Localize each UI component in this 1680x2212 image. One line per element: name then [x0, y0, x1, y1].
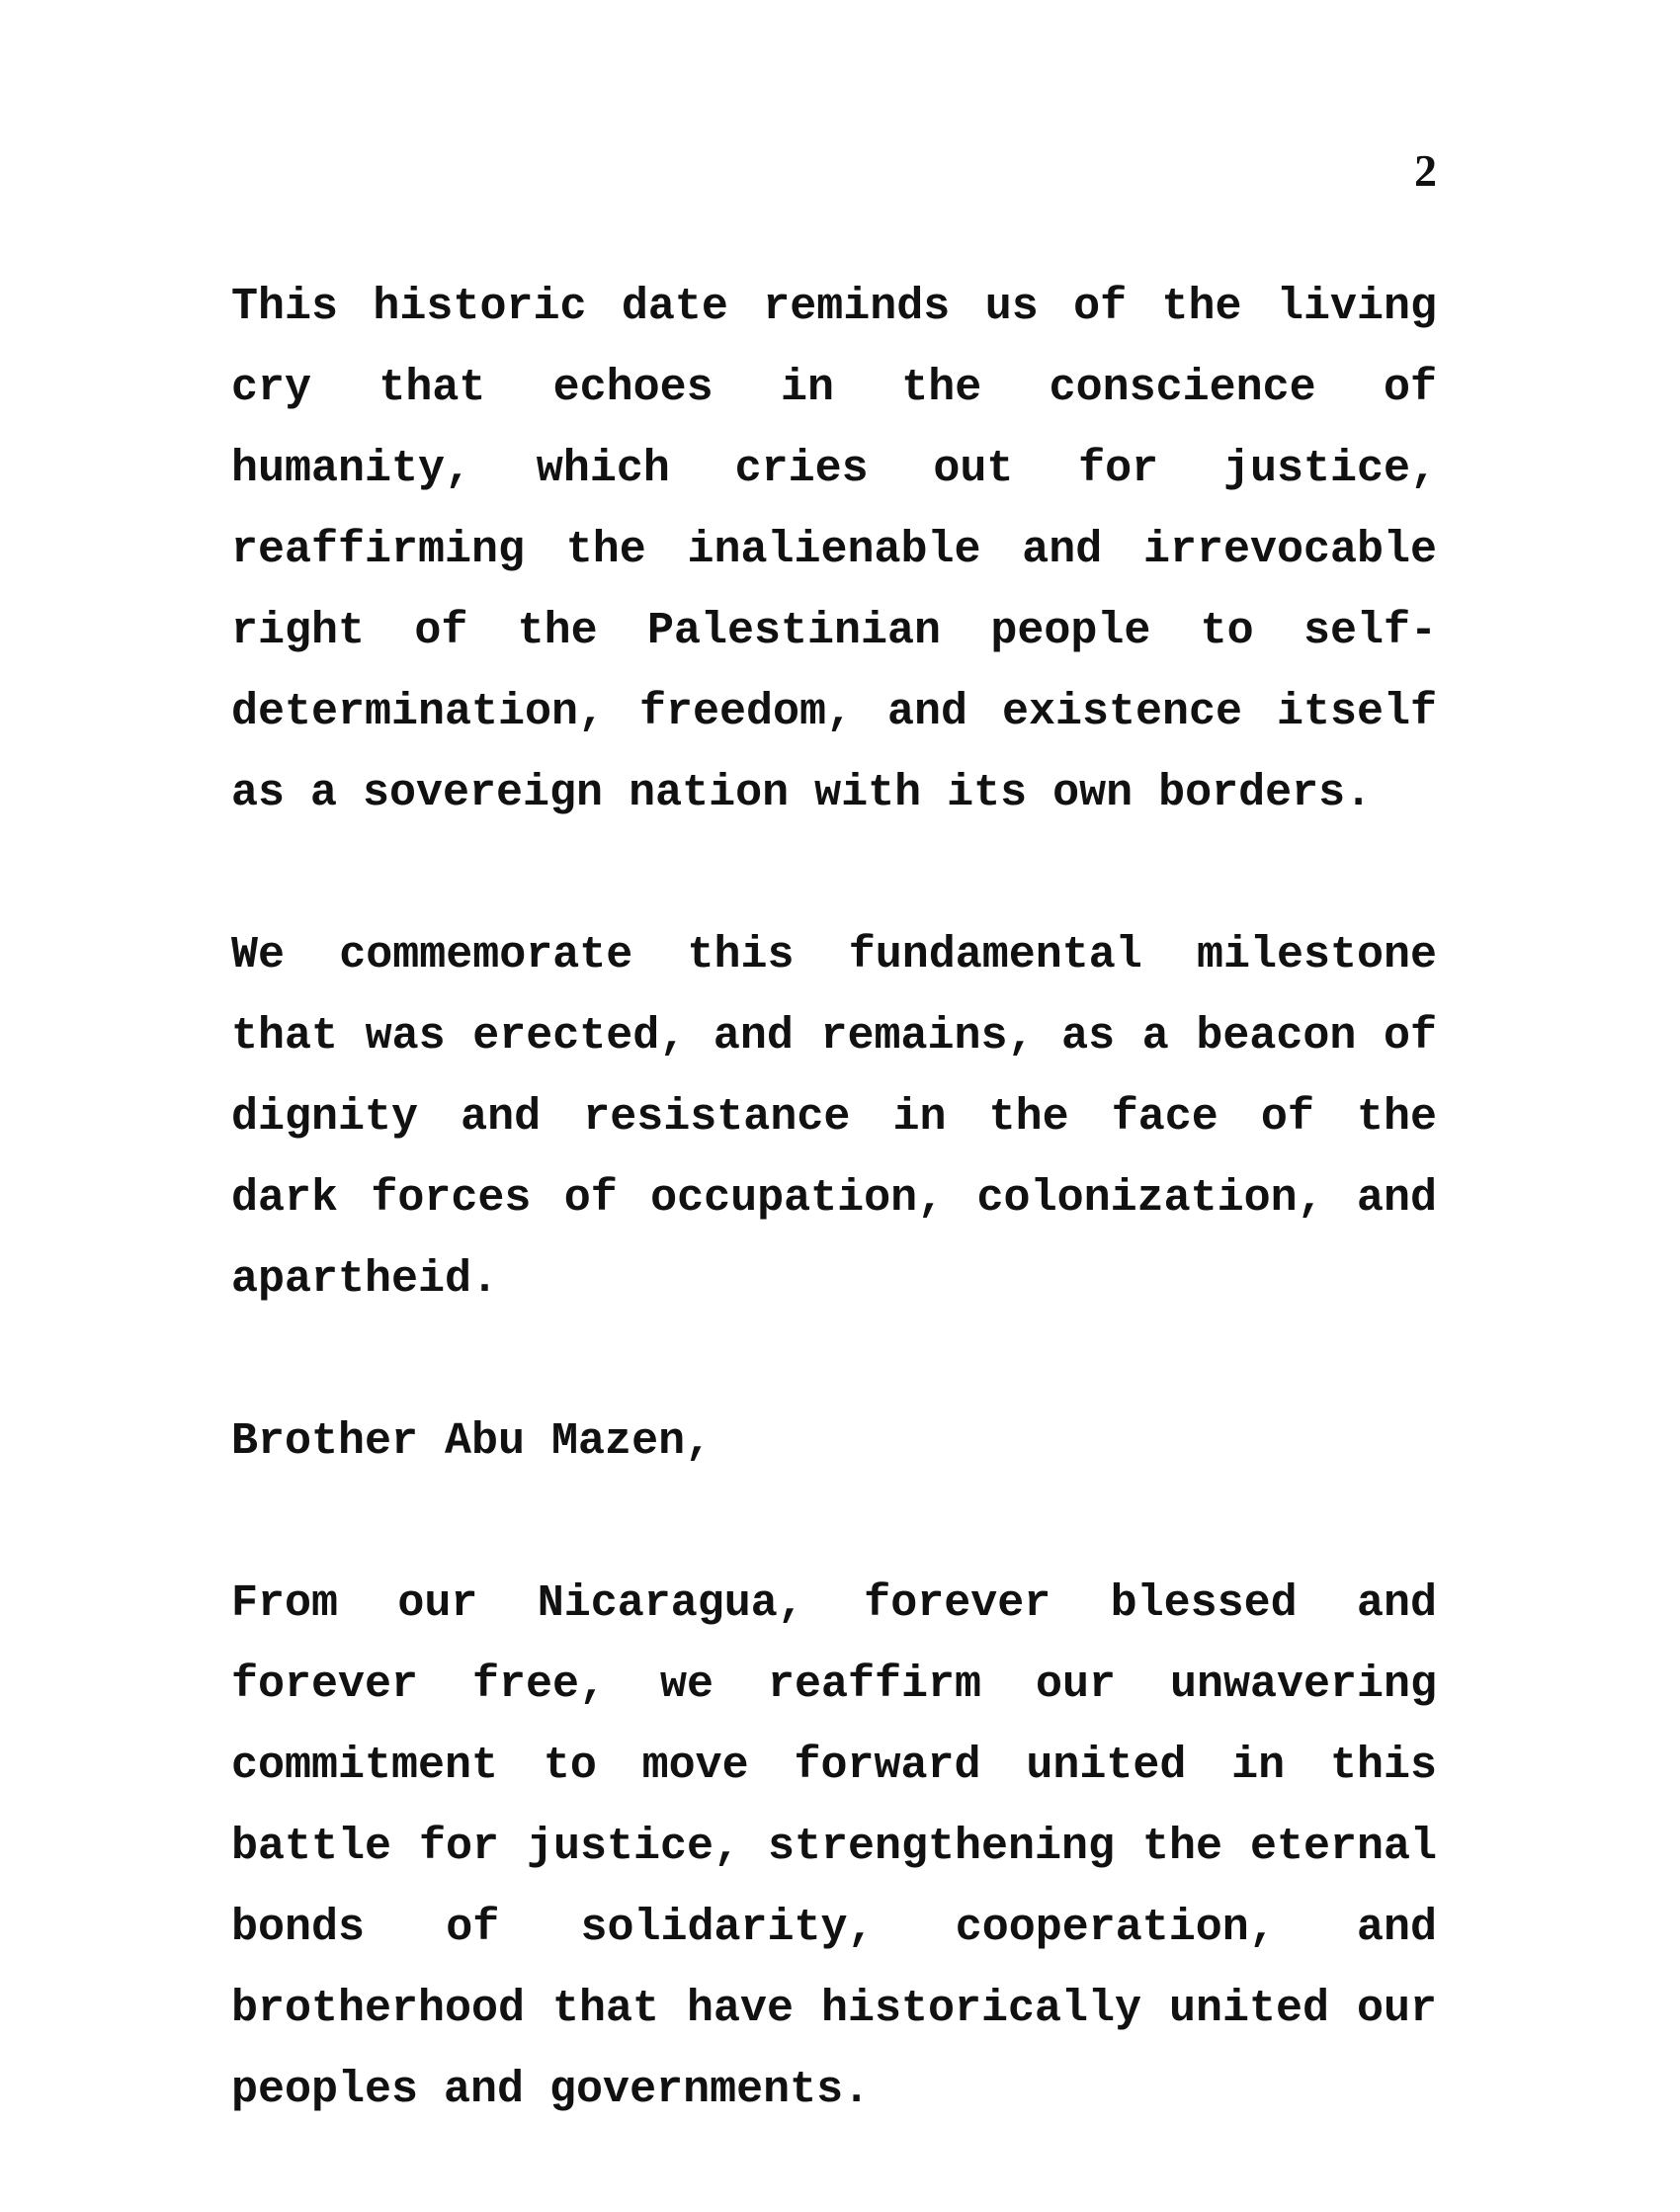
paragraph-nicaragua: From our Nicaragua, forever blessed and forever free, we reaffirm our unwavering commitment to move forward united in this battle for justice, strengthening the eternal bonds of solidarity, cooperation, and brotherhood that have historically united our peoples and governments. — [231, 1578, 1437, 2115]
paragraph-historic-date: This historic date reminds us of the living cry that echoes in the conscience of humanity, which cries out for justice, reaffirming the inalienable and irrevocable right of the Palestinian people to self-determination, freedom, and existence itself as a sovereign nation with its own borders. — [231, 282, 1437, 818]
letter-body — [231, 267, 1437, 2212]
salutation: Brother Abu Mazen, — [231, 1416, 713, 1467]
paragraph-commemorate: We commemorate this fundamental milestone that was erected, and remains, as a beacon of dignity and resistance in the face of the dark forces of occupation, colonization, and apartheid. — [231, 930, 1437, 1305]
page-number: 2 — [1414, 145, 1437, 196]
